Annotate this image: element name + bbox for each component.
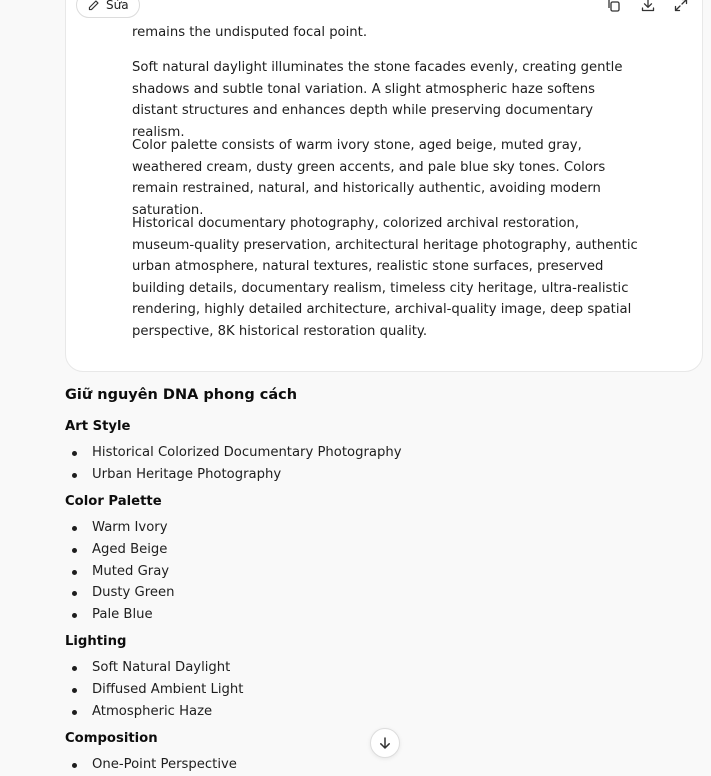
canvas-paragraph: Historical documentary photography, colorized archival restoration, museum-quality preservation, architectural heritage photography, authentic urban atmosphere, natural textures, realistic stone surfaces, preserved building details, documentary realism, timeless city heritage, ultra-realistic rendering, highly detailed architecture, archival-quality image, deep spatial perspective, 8K historical restoration quality. [132,216,638,339]
list-item: Muted Gray [65,561,175,583]
lighting-list [65,657,243,722]
edit-button[interactable] [76,0,140,18]
pencil-icon [87,0,100,12]
color-palette-list [65,517,175,626]
group-heading-color-palette: Color Palette [65,494,162,509]
list-item: Pale Blue [65,604,175,626]
list-item: Warm Ivory [65,517,175,539]
download-icon [640,0,656,13]
list-item: Urban Heritage Photography [65,464,402,486]
group-heading-art-style: Art Style [65,419,131,434]
list-item: Aged Beige [65,539,175,561]
expand-button[interactable] [671,0,691,15]
list-item: Dusty Green [65,582,175,604]
canvas-paragraph: Color palette consists of warm ivory stone, aged beige, muted gray, weathered cream, dusty green accents, and pale blue sky tones. Colors remain restrained, natural, and historically authentic, avoiding modern saturation. [132,138,606,218]
list-item: Historical Colorized Documentary Photography [65,442,402,464]
download-button[interactable] [638,0,658,15]
list-item: Atmospheric Haze [65,701,243,723]
list-item: Soft Natural Daylight [65,657,243,679]
list-item: Diffused Ambient Light [65,679,243,701]
group-heading-composition: Composition [65,731,158,746]
copy-icon [606,0,622,13]
art-style-list [65,442,402,486]
section-title: Giữ nguyên DNA phong cách [65,387,298,403]
copy-button[interactable] [604,0,624,15]
list-item: One-Point Perspective [65,754,237,776]
edit-button-label: Sửa [106,0,129,12]
canvas-paragraph: remains the undisputed focal point. [132,25,368,40]
expand-icon [673,0,689,13]
arrow-down-icon [377,735,393,751]
scroll-to-bottom-button[interactable] [370,728,400,758]
group-heading-lighting: Lighting [65,634,127,649]
canvas-paragraph: Soft natural daylight illuminates the stone facades evenly, creating gentle shadows and subtle tonal variation. A slight atmospheric haze softens distant structures and enhances depth while preserving documentary realism. [132,60,623,140]
